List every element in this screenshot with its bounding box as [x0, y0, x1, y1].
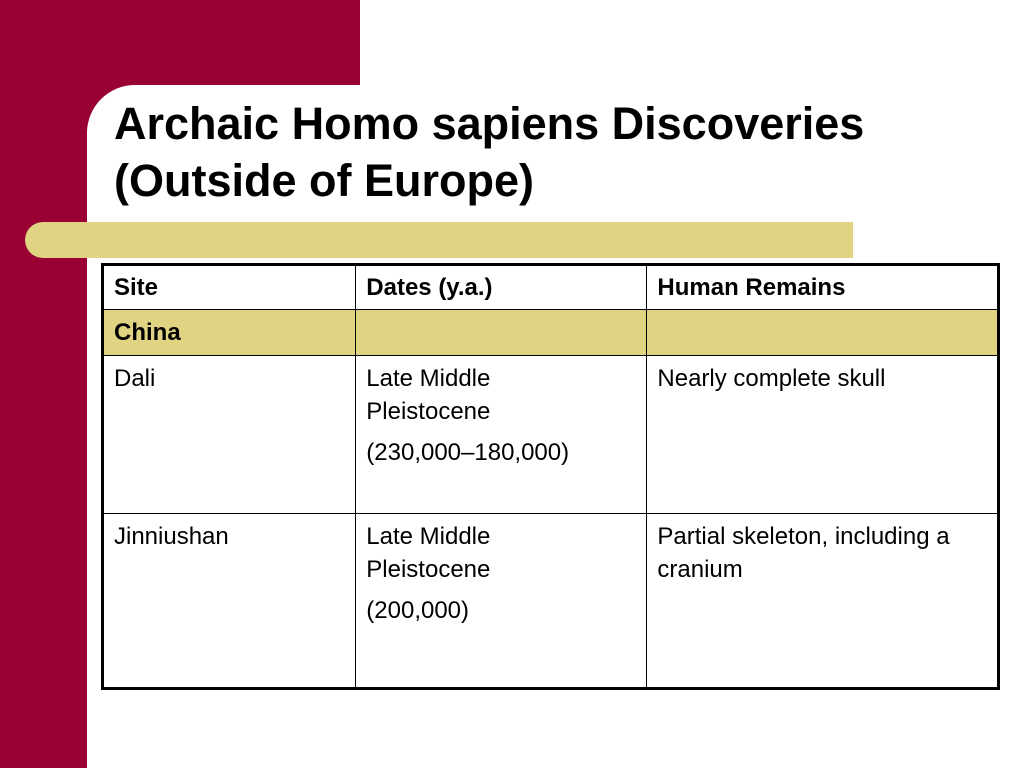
dates-cell: [356, 514, 647, 689]
region-row: [103, 310, 999, 356]
date-period-line: Late Middle: [366, 523, 491, 550]
table-row: [103, 514, 999, 689]
region-empty-cell: [356, 310, 647, 356]
remains-cell: Nearly complete skull: [647, 356, 999, 514]
site-cell: Jinniushan: [103, 514, 356, 689]
date-epoch-line: Pleistocene: [366, 556, 491, 583]
title-line-2: (Outside of Europe): [114, 155, 534, 206]
table-row: [103, 356, 999, 514]
date-range: (200,000): [366, 597, 470, 624]
date-epoch-line: Pleistocene: [366, 398, 491, 425]
header-dates: Dates (y.a.): [356, 265, 647, 310]
discoveries-table: [101, 263, 1000, 690]
title-line-1: Archaic Homo sapiens Discoveries: [114, 98, 865, 149]
dates-cell: [356, 356, 647, 514]
date-range: (230,000–180,000): [366, 439, 570, 466]
region-empty-cell: [647, 310, 999, 356]
region-label: China: [103, 310, 356, 356]
title-underline-bar: [25, 222, 853, 258]
date-period-line: Late Middle: [366, 365, 491, 392]
remains-cell: Partial skeleton, including a cranium: [647, 514, 999, 689]
table-header-row: [103, 265, 999, 310]
slide-title: [114, 95, 994, 209]
header-human-remains: Human Remains: [647, 265, 999, 310]
header-site: Site: [103, 265, 356, 310]
site-cell: Dali: [103, 356, 356, 514]
